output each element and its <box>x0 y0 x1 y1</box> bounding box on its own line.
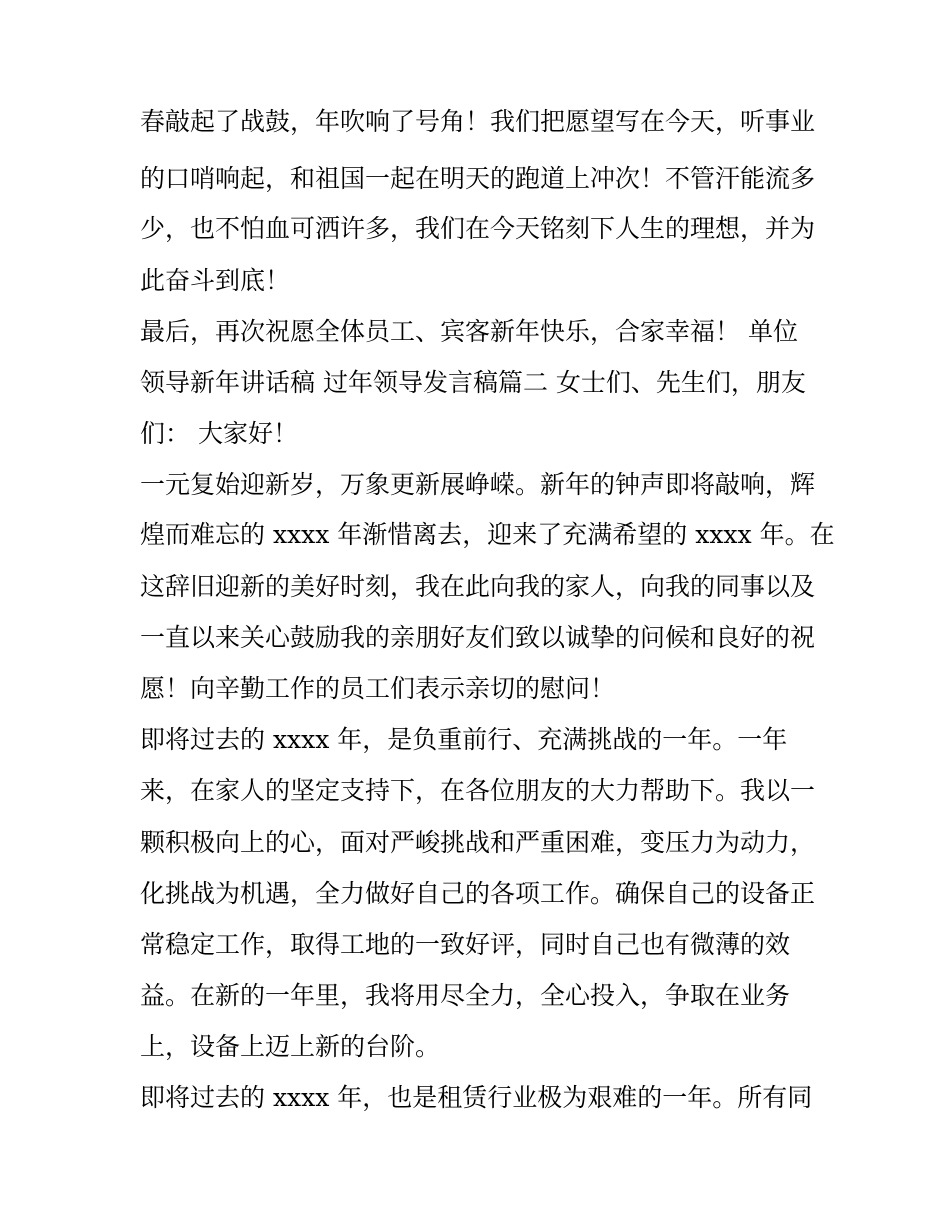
text-line: 最后，再次祝愿全体员工、宾客新年快乐，合家幸福！ 单位 <box>140 317 798 346</box>
text-line: 愿！向辛勤工作的员工们表示亲切的慰问！ <box>140 674 616 703</box>
text-line: 颗积极向上的心，面对严峻挑战和严重困难，变压力为动力， <box>140 828 816 857</box>
text-line: 益。在新的一年里，我将用尽全力，全心投入，争取在业务 <box>140 981 791 1010</box>
text-line: 一元复始迎新岁，万象更新展峥嵘。新年的钟声即将敲响，辉 <box>140 470 816 499</box>
text-line: 们： 大家好！ <box>140 419 298 448</box>
text-line: 即将过去的 xxxx 年，也是租赁行业极为艰难的一年。所有同 <box>140 1083 813 1112</box>
text-line: 上，设备上迈上新的台阶。 <box>140 1032 441 1061</box>
text-line: 的口哨响起，和祖国一起在明天的跑道上冲次！不管汗能流多 <box>140 164 816 193</box>
text-line: 少，也不怕血可洒许多，我们在今天铭刻下人生的理想，并为 <box>140 214 816 243</box>
text-line: 来，在家人的坚定支持下，在各位朋友的大力帮助下。我以一 <box>140 776 816 805</box>
text-line: 一直以来关心鼓励我的亲朋好友们致以诚挚的问候和良好的祝 <box>140 623 816 652</box>
text-line: 此奋斗到底！ <box>140 266 291 295</box>
text-line: 领导新年讲话稿 过年领导发言稿篇二 女士们、先生们，朋友 <box>140 368 806 397</box>
text-line: 煌而难忘的 xxxx 年渐惜离去，迎来了充满希望的 xxxx 年。在 <box>140 520 835 549</box>
text-line: 化挑战为机遇，全力做好自己的各项工作。确保自己的设备正 <box>140 879 816 908</box>
text-line: 春敲起了战鼓，年吹响了号角！我们把愿望写在今天，听事业 <box>140 107 816 136</box>
text-line: 即将过去的 xxxx 年，是负重前行、充满挑战的一年。一年 <box>140 725 788 754</box>
text-line: 常稳定工作，取得工地的一致好评，同时自己也有微薄的效 <box>140 930 791 959</box>
text-line: 这辞旧迎新的美好时刻，我在此向我的家人，向我的同事以及 <box>140 572 816 601</box>
